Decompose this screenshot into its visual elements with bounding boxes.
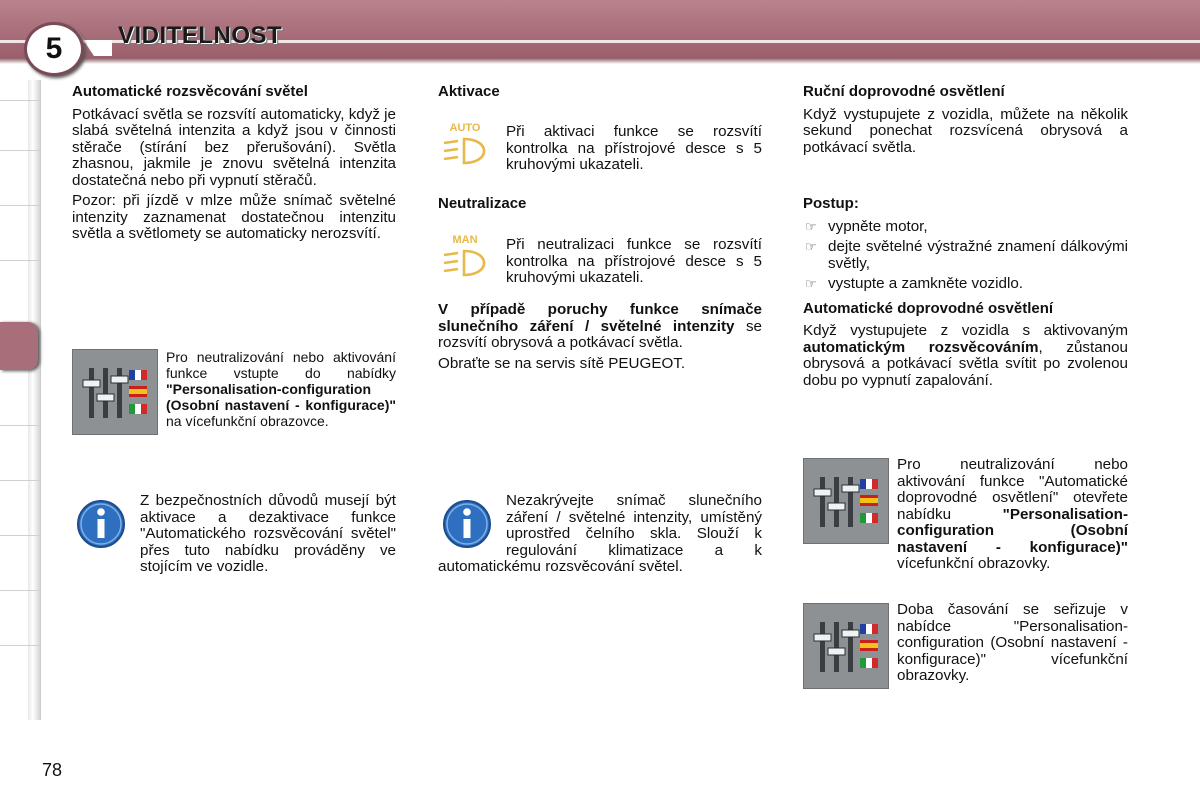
active-chapter-tab[interactable] [0, 322, 38, 370]
neutral-text [506, 237, 762, 287]
step-text: dejte světelné výstražné znamení dálkovými světly, [828, 238, 1128, 272]
rail-tick [0, 205, 40, 206]
info-note-2 [438, 493, 762, 576]
paragraph: Pozor: při jízdě v mlze může snímač světelné intenzity zaznamenat dostatečnou intenzitu světla a světlomety se automaticky nerozsvítí. [72, 192, 396, 242]
fault-paragraph [438, 302, 762, 352]
column-2 [438, 84, 762, 101]
neutral-heading-block [438, 196, 762, 213]
fault-rest: se rozsvítí obrysová a potkávací světla. [438, 317, 762, 351]
auto-paragraph [803, 323, 1128, 389]
rail-tick [0, 590, 40, 591]
rail-bar [28, 80, 41, 720]
menu-note-post: vícefunkční obrazovky. [897, 555, 1051, 572]
menu-note [166, 349, 396, 429]
list-item [803, 219, 1128, 236]
section-heading: Automatické rozsvěcování světel [72, 83, 308, 100]
fault-block [438, 302, 762, 372]
menu-note-pre: Pro neutralizování nebo aktivování funkce vstupte do nabídky [166, 349, 396, 381]
activation-text [506, 124, 762, 174]
headlamp-glyph [440, 134, 490, 168]
service-paragraph: Obraťte se na servis sítě PEUGEOT. [438, 354, 686, 372]
section-heading: Neutralizace [438, 195, 527, 212]
step-text: vystupte a zamkněte vozidlo. [828, 275, 1024, 292]
neutral-paragraph: Při neutralizaci funkce se rozsvítí kontrolka na přístrojové desce s 5 kruhovými ukazateli. [506, 236, 762, 286]
menu-note-post: na vícefunkční obrazovce. [166, 413, 329, 429]
rail-tick [0, 100, 40, 101]
rail-tick [0, 425, 40, 426]
rail-tick [0, 480, 40, 481]
list-item [803, 276, 1128, 293]
headlamp-glyph [440, 246, 490, 280]
header-shadow [0, 58, 1200, 64]
activation-paragraph: Při aktivaci funkce se rozsvítí kontrolka na přístrojové desce s 5 kruhovými ukazateli. [506, 123, 762, 173]
chapter-number-badge: 5 [24, 22, 84, 76]
menu-note [897, 457, 1128, 573]
settings-sliders-flags-icon [803, 458, 889, 544]
rail-tick [0, 260, 40, 261]
menu-note-2 [897, 602, 1128, 685]
info-icon [76, 499, 126, 549]
info-note-text: Nezakrývejte snímač slunečního záření / světelné intenzity, umístěný uprostřed čelního skla. Slouží k regulování klimatizace a k automatickému rozsvěcování světel. [438, 492, 762, 575]
manual-paragraph: Když vystupujete z vozidla, můžete na několik sekund ponechat rozsvícená obrysová a potkávací světla. [803, 105, 1128, 156]
auto-post: , zůstanou obrysová a potkávací světla svítit po zvolenou dobu po vypnutí zapalování. [803, 338, 1128, 389]
pointing-hand-icon: ☞ [805, 239, 817, 254]
section-heading: Postup: [803, 195, 859, 212]
lamp-man-label: MAN [452, 234, 478, 246]
settings-sliders-flags-icon [803, 603, 889, 689]
menu-note-pre: Pro neutralizování nebo aktivování funkce "Automatické doprovodné osvětlení" otevřete nabídku [897, 456, 1128, 523]
pointing-hand-icon: ☞ [805, 218, 817, 234]
column-1 [72, 84, 396, 243]
auto-pre: Když vystupujete z vozidla s aktivovaným [803, 322, 1128, 339]
auto-lamp-icon [440, 122, 490, 174]
menu-note-text: Doba časování se seřizuje v nabídce "Personalisation-configuration (Osobní nastavení - konfigurace)" vícefunkční obrazovky. [897, 601, 1128, 684]
lamp-auto-label: AUTO [449, 122, 481, 134]
rail-tick [0, 645, 40, 646]
rail-tick [0, 535, 40, 536]
info-note [140, 493, 396, 576]
menu-note-text [166, 349, 396, 429]
menu-name: "Personalisation-configuration (Osobní nastavení - konfigurace)" [897, 505, 1128, 556]
list-item [803, 239, 1128, 272]
info-note-text: Z bezpečnostních důvodů musejí být aktivace a dezaktivace funkce "Automatického rozsvěcování světel" přes tuto nabídku prováděny ve stojícím ve vozidle. [140, 492, 396, 575]
section-heading: Automatické doprovodné osvětlení [803, 299, 1054, 317]
column-3 [803, 84, 1128, 389]
section-heading: Aktivace [438, 83, 500, 100]
fault-bold: V případě poruchy funkce snímače slunečního záření / světelné intenzity [438, 301, 762, 335]
paragraph: Potkávací světla se rozsvítí automaticky, když je slabá světelná intenzita a když jsou v činnosti stěrače (stírání bez přerušování). Světla zhasnou, jakmile je znovu světelná intenzita dostatečná nebo při vypnutí stěračů. [72, 105, 396, 189]
settings-sliders-flags-icon [72, 349, 158, 435]
procedure-steps [803, 219, 1128, 293]
chapter-title: VIDITELNOST [118, 22, 283, 49]
pointing-hand-icon: ☞ [805, 276, 817, 291]
rail-tick [0, 150, 40, 151]
float-spacer [438, 493, 506, 551]
page-number: 78 [42, 760, 63, 780]
step-text: vypněte motor, [828, 217, 928, 235]
menu-name: "Personalisation-configuration (Osobní nastavení - konfigurace)" [166, 381, 396, 413]
auto-bold: automatickým rozsvěcováním [803, 338, 1039, 356]
man-lamp-icon [440, 234, 490, 286]
menu-note-text [897, 457, 1128, 573]
chapter-tab-rail [0, 80, 42, 720]
section-heading: Ruční doprovodné osvětlení [803, 83, 1005, 100]
